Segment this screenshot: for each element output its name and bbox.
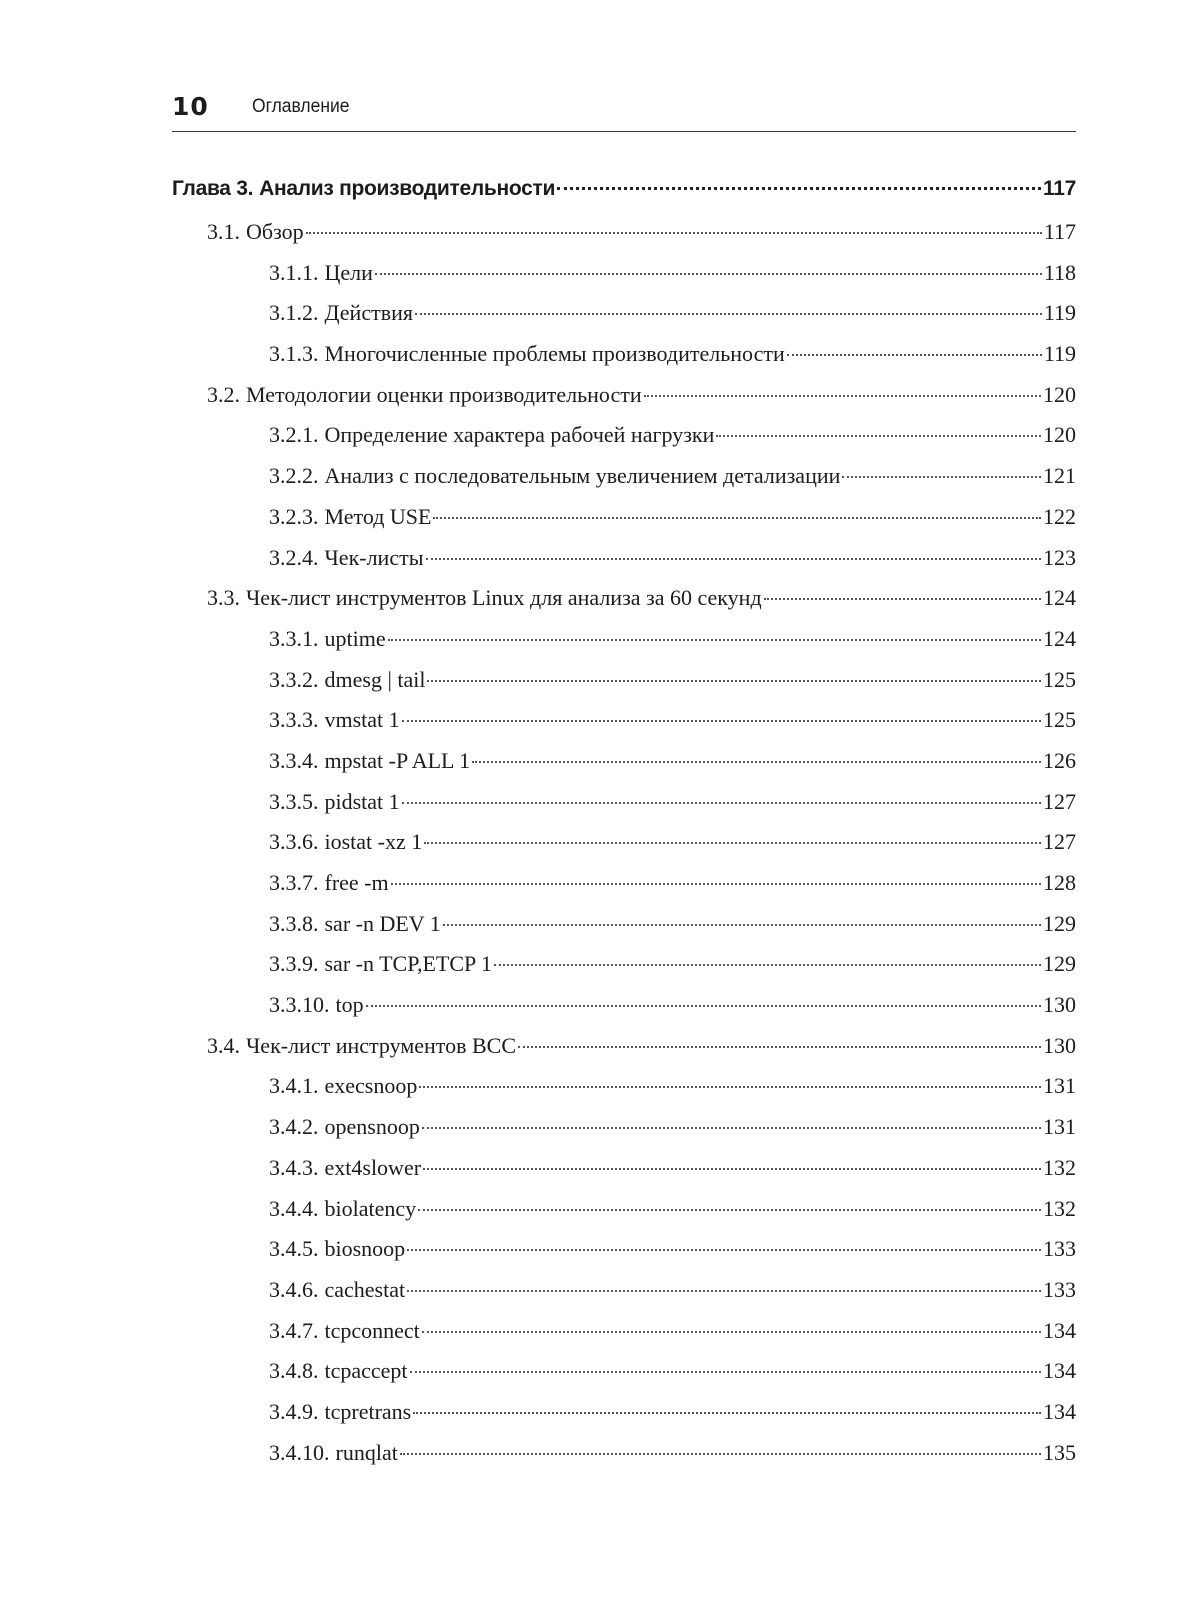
toc-entry[interactable] [172,667,1076,708]
toc-entry[interactable] [172,1196,1076,1237]
toc-entry[interactable] [172,545,1076,586]
dot-leader [418,1209,1041,1211]
toc-entry-page: 119 [1043,341,1076,367]
toc-entry-page: 121 [1043,463,1076,489]
toc-entry-number: 3.3.10. [269,992,330,1018]
toc-entry-text: opensnoop [324,1114,420,1140]
toc-entry[interactable] [172,626,1076,667]
dot-leader [518,1046,1041,1048]
toc-entry-title [172,177,555,201]
toc-entry[interactable] [172,748,1076,789]
toc-entry-title [269,1318,420,1344]
toc-entry-page: 128 [1043,870,1076,895]
toc-entry-number: 3.3.9. [269,951,319,977]
toc-entry[interactable] [172,1033,1076,1074]
toc-entry-number: 3.4.8. [269,1358,319,1384]
toc-entry-number: 3.4.1. [269,1073,319,1099]
toc-entry-text: Чек-лист инструментов BCC [246,1032,517,1058]
dot-leader [375,273,1042,275]
toc-entry-number: 3.3.3. [269,707,319,733]
dot-leader [494,964,1041,966]
toc-entry[interactable] [172,951,1076,992]
toc-entry-number: 3.3.2. [269,666,319,692]
toc-entry[interactable] [172,911,1076,952]
toc-entry-title [269,1196,416,1222]
toc-entry-title [269,748,470,774]
toc-entry-number: 3.4.9. [269,1398,319,1424]
toc-entry-title [269,260,373,286]
toc-entry-title [269,829,422,855]
toc-entry-page: 130 [1043,992,1076,1018]
toc-entry[interactable] [172,1236,1076,1277]
dot-leader [764,598,1041,600]
dot-leader [557,187,1041,190]
toc-entry-title [269,1155,421,1181]
toc-entry-text: Обзор [246,219,304,244]
page-number: 10 [172,92,209,121]
dot-leader [427,680,1041,682]
toc-entry-title [269,1114,420,1140]
toc-entry-page: 117 [1043,219,1076,244]
toc-entry-page: 122 [1043,503,1076,529]
toc-entry[interactable] [172,870,1076,911]
dot-leader [407,1290,1041,1292]
toc-entry-number: 3.4.7. [269,1317,319,1343]
toc-entry-title [269,992,364,1018]
table-of-contents [172,177,1076,1480]
toc-entry[interactable] [172,300,1076,341]
running-title: Оглавление [252,96,350,117]
toc-entry[interactable] [172,219,1076,260]
dot-leader [388,639,1041,641]
toc-entry-number: 3.3.4. [269,747,319,773]
toc-entry-title [269,422,714,448]
toc-entry-page: 117 [1043,177,1076,200]
toc-entry-title [269,626,386,652]
toc-entry-number: 3.4.4. [269,1195,319,1221]
toc-entry[interactable] [172,992,1076,1033]
toc-entry-title [207,382,642,408]
toc-entry-text: Методологии оценки производительности [246,381,642,407]
dot-leader [787,354,1042,356]
toc-entry-page: 123 [1043,544,1076,570]
dot-leader [410,1371,1041,1373]
toc-entry-text: Чек-листы [324,544,424,570]
dot-leader [472,761,1041,763]
toc-entry-title [269,463,840,489]
toc-entry-text: tcpretrans [324,1398,412,1424]
toc-entry[interactable] [172,177,1076,219]
toc-entry-text: Анализ с последовательным увеличением детализации [324,463,841,489]
dot-leader [407,1249,1041,1251]
dot-leader [306,232,1042,234]
toc-entry[interactable] [172,585,1076,626]
toc-entry-title [269,789,400,815]
toc-entry-title [269,545,424,571]
toc-entry-text: execsnoop [324,1073,418,1099]
toc-entry-title [269,707,400,733]
dot-leader [366,1005,1041,1007]
toc-entry-number: 3.1. [207,219,240,244]
toc-entry-number: 3.3.6. [269,829,319,855]
toc-entry-number: 3.4.2. [269,1114,319,1140]
toc-entry-page: 120 [1043,381,1076,407]
toc-entry[interactable] [172,260,1076,301]
toc-entry-text: sar -n DEV 1 [324,910,441,936]
toc-entry[interactable] [172,1073,1076,1114]
toc-entry-text: tcpaccept [324,1358,408,1384]
toc-entry-number: 3.1.1. [269,259,319,285]
toc-entry-title [269,1073,417,1099]
dot-leader [716,435,1041,437]
toc-entry-text: top [335,992,364,1018]
toc-entry-number: 3.4.3. [269,1154,319,1180]
dot-leader [842,476,1041,478]
toc-entry[interactable] [172,422,1076,463]
toc-entry-page: 124 [1043,585,1076,611]
toc-entry-text: runqlat [335,1439,398,1465]
toc-entry-text: Определение характера рабочей нагрузки [324,422,715,448]
toc-entry-number: 3.4.5. [269,1236,319,1262]
toc-entry-page: 127 [1043,829,1076,855]
toc-entry[interactable] [172,1318,1076,1359]
toc-entry-page: 125 [1043,707,1076,733]
toc-entry-text: biosnoop [324,1236,406,1262]
toc-entry-text: Анализ производительности [259,177,556,200]
toc-entry-text: Действия [324,300,413,326]
toc-entry[interactable] [172,1155,1076,1196]
toc-entry-page: 130 [1043,1032,1076,1058]
toc-entry-number: 3.3. [207,585,240,611]
toc-entry[interactable] [172,463,1076,504]
toc-entry-page: 125 [1043,666,1076,692]
toc-entry-title [269,300,413,326]
toc-entry-page: 120 [1043,422,1076,448]
toc-entry[interactable] [172,382,1076,423]
toc-entry-title [269,1236,405,1262]
toc-entry-page: 135 [1043,1439,1076,1465]
toc-entry-number: 3.2. [207,381,240,407]
toc-entry-number: 3.3.8. [269,910,319,936]
toc-entry-title [269,1277,405,1303]
toc-entry-title [269,870,389,896]
toc-entry-text: free -m [324,870,389,895]
toc-entry[interactable] [172,1358,1076,1399]
toc-entry-text: Метод USE [324,503,432,529]
toc-entry-number: 3.2.2. [269,463,319,489]
toc-entry-text: Цели [324,259,373,285]
toc-entry-number: Глава 3. [172,177,254,200]
toc-entry-page: 118 [1043,259,1076,285]
toc-entry[interactable] [172,1114,1076,1155]
toc-entry-page: 134 [1043,1398,1076,1424]
dot-leader [424,842,1041,844]
toc-entry[interactable] [172,789,1076,830]
toc-entry-number: 3.3.5. [269,788,319,814]
toc-entry-number: 3.4.10. [269,1439,330,1465]
toc-entry-page: 129 [1043,951,1076,977]
toc-entry-title [269,951,492,977]
toc-entry-page: 131 [1043,1114,1076,1140]
dot-leader [419,1086,1041,1088]
toc-entry-page: 124 [1043,625,1076,651]
dot-leader [413,1412,1041,1414]
dot-leader [391,883,1041,885]
toc-entry-page: 134 [1043,1317,1076,1343]
toc-entry[interactable] [172,504,1076,545]
toc-entry-text: mpstat -P ALL 1 [324,747,471,773]
toc-entry-page: 133 [1043,1236,1076,1262]
toc-entry-number: 3.2.3. [269,503,319,529]
toc-entry-number: 3.3.7. [269,870,319,895]
toc-entry-text: uptime [324,625,386,651]
toc-entry-title [269,504,431,530]
toc-entry[interactable] [172,1277,1076,1318]
dot-leader [402,802,1041,804]
dot-leader [644,395,1041,397]
toc-entry-text: tcpconnect [324,1317,420,1343]
page-header [172,92,1076,132]
toc-entry[interactable] [172,707,1076,748]
toc-entry[interactable] [172,1399,1076,1440]
toc-entry-text: biolatency [324,1195,417,1221]
toc-entry-page: 129 [1043,910,1076,936]
toc-entry-title [269,911,441,937]
toc-entry-number: 3.1.3. [269,341,319,367]
toc-entry-page: 127 [1043,788,1076,814]
toc-entry-text: vmstat 1 [324,707,400,733]
dot-leader [415,313,1042,315]
toc-entry-text: cachestat [324,1276,406,1302]
toc-entry-text: pidstat 1 [324,788,400,814]
toc-entry-number: 3.2.4. [269,544,319,570]
header-rule [172,131,1076,132]
toc-entry-title [269,341,785,367]
toc-entry-page: 126 [1043,747,1076,773]
toc-entry-page: 132 [1043,1154,1076,1180]
toc-entry-title [269,1399,411,1425]
toc-entry-title [269,1440,398,1466]
toc-entry-title [207,219,304,245]
toc-entry-text: Многочисленные проблемы производительности [324,341,785,367]
toc-entry-page: 132 [1043,1195,1076,1221]
toc-entry-text: dmesg | tail [324,666,426,692]
toc-entry-title [207,585,762,611]
toc-entry-page: 133 [1043,1276,1076,1302]
toc-entry-page: 119 [1043,300,1076,326]
dot-leader [400,1453,1041,1455]
toc-entry-number: 3.2.1. [269,422,319,448]
toc-entry-page: 131 [1043,1073,1076,1099]
dot-leader [443,924,1041,926]
dot-leader [426,558,1042,560]
dot-leader [433,517,1041,519]
dot-leader [402,720,1041,722]
toc-entry-text: iostat -xz 1 [324,829,423,855]
toc-entry[interactable] [172,341,1076,382]
dot-leader [422,1331,1041,1333]
toc-entry-number: 3.3.1. [269,625,319,651]
toc-entry-page: 134 [1043,1358,1076,1384]
toc-entry[interactable] [172,1440,1076,1481]
toc-entry-number: 3.4. [207,1032,240,1058]
toc-entry-title [207,1033,516,1059]
toc-entry-text: ext4slower [324,1154,422,1180]
toc-entry-number: 3.4.6. [269,1276,319,1302]
toc-entry[interactable] [172,829,1076,870]
dot-leader [423,1168,1041,1170]
toc-entry-title [269,667,425,693]
toc-entry-number: 3.1.2. [269,300,319,326]
toc-entry-text: sar -n TCP,ETCP 1 [324,951,492,977]
toc-entry-title [269,1358,408,1384]
dot-leader [422,1127,1041,1129]
toc-entry-text: Чек-лист инструментов Linux для анализа за 60 секунд [246,585,762,611]
